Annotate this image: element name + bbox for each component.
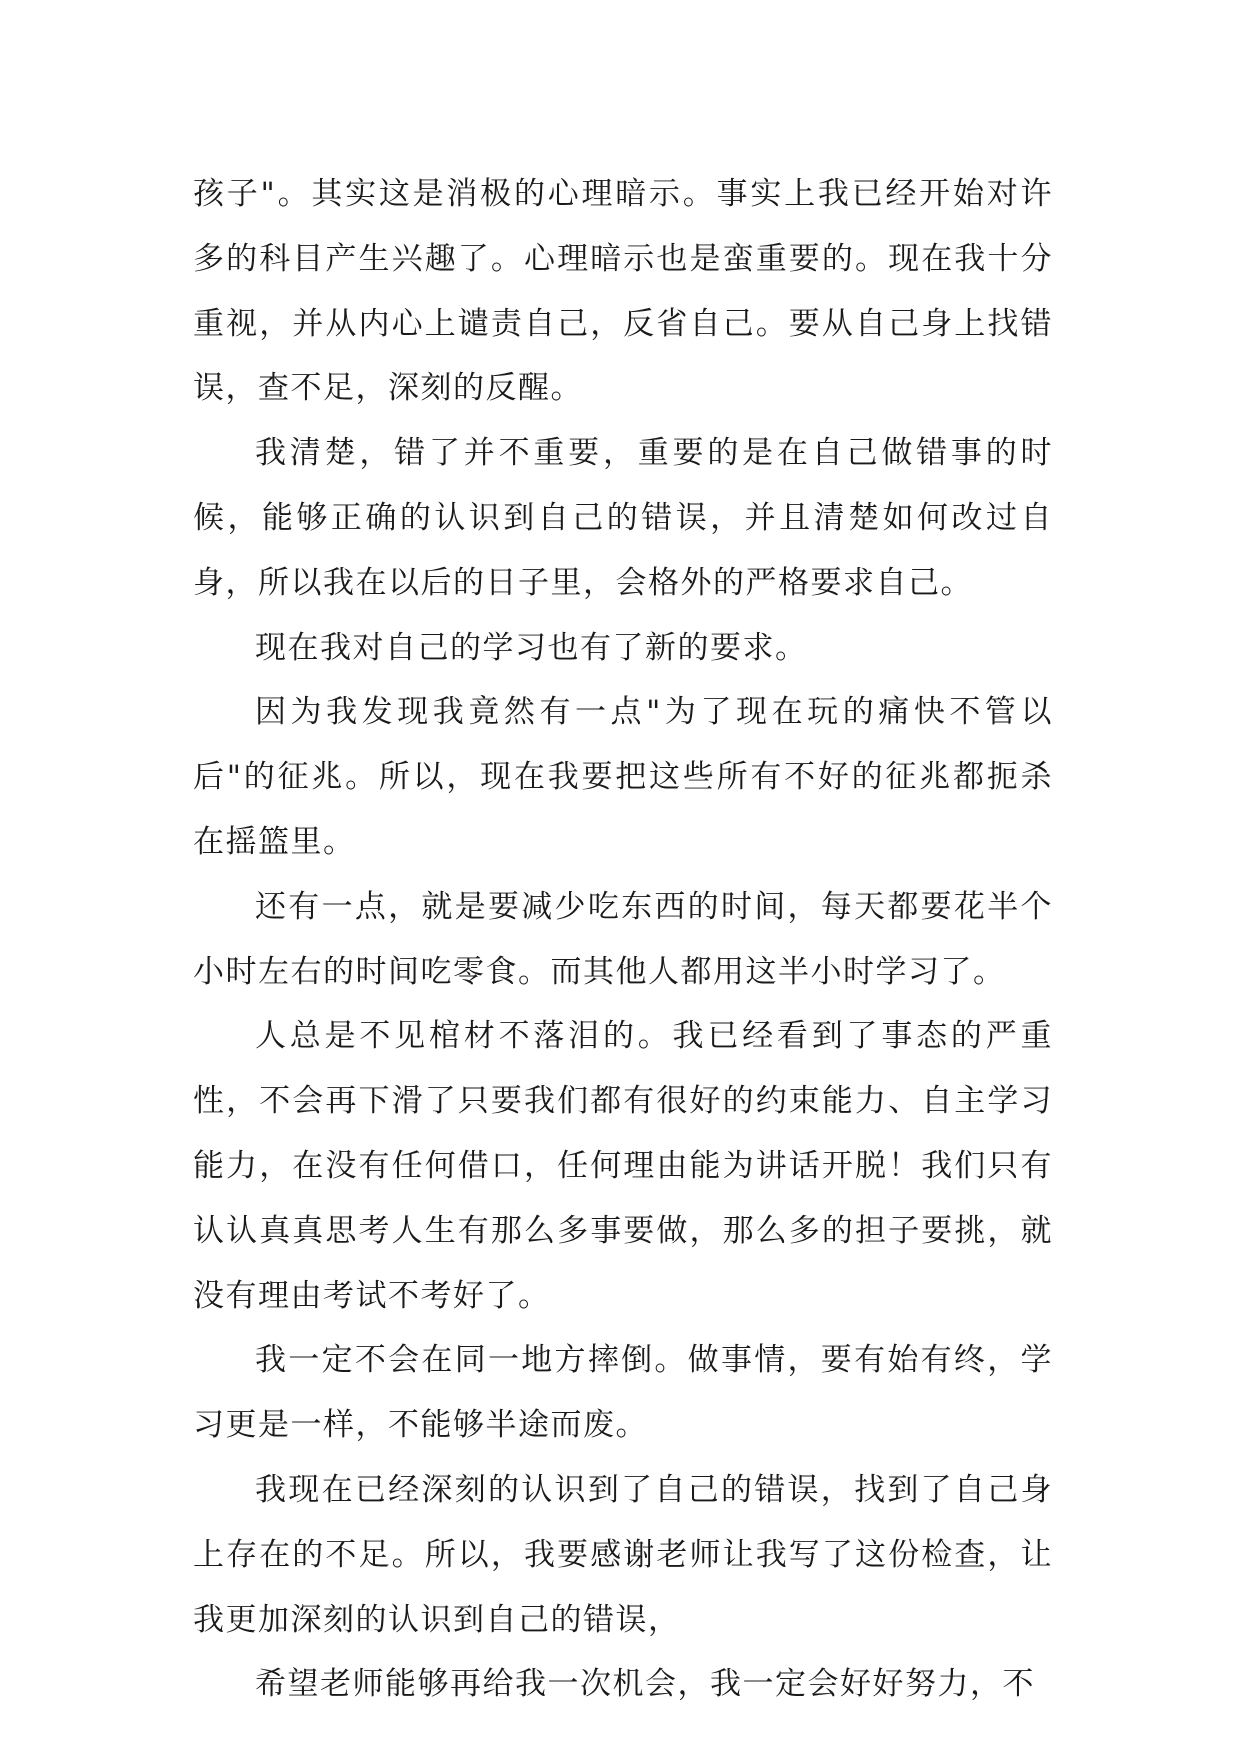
paragraph: 现在我对自己的学习也有了新的要求。 xyxy=(255,629,808,666)
paragraph: 我现在已经深刻的认识到了自己的错误，找到了自己身上存在的不足。所以，我要感谢老师让我写了这份检查，让我更加深刻的认识到自己的错误， xyxy=(193,1471,1053,1638)
paragraph: 希望老师能够再给我一次机会，我一定会好好努力，不 xyxy=(255,1666,1035,1703)
paragraph: 我一定不会在同一地方摔倒。做事情，要有始有终，学习更是一样，不能够半途而废。 xyxy=(193,1342,1053,1444)
paragraph: 因为我发现我竟然有一点"为了现在玩的痛快不管以后"的征兆。所以，现在我要把这些所有不好的征兆都扼杀在摇篮里。 xyxy=(193,694,1053,860)
paragraph: 还有一点，就是要减少吃东西的时间，每天都要花半个小时左右的时间吃零食。而其他人都用这半小时学习了。 xyxy=(193,888,1053,990)
paragraph: 人总是不见棺材不落泪的。我已经看到了事态的严重性，不会再下滑了只要我们都有很好的约束能力、自主学习能力，在没有任何借口，任何理由能为讲话开脱！我们只有认认真真思考人生有那么多事要做，那么多的担子要挑，就没有理由考试不考好了。 xyxy=(193,1018,1053,1314)
paragraph: 孩子"。其实这是消极的心理暗示。事实上我已经开始对许多的科目产生兴趣了。心理暗示也是蛮重要的。现在我十分重视，并从内心上谴责自己，反省自己。要从自己身上找错误，查不足，深刻的反醒。 xyxy=(193,176,1053,407)
document-body xyxy=(193,162,1053,1717)
paragraph: 我清楚，错了并不重要，重要的是在自己做错事的时候，能够正确的认识到自己的错误，并且清楚如何改过自身，所以我在以后的日子里，会格外的严格要求自己。 xyxy=(193,435,1053,601)
